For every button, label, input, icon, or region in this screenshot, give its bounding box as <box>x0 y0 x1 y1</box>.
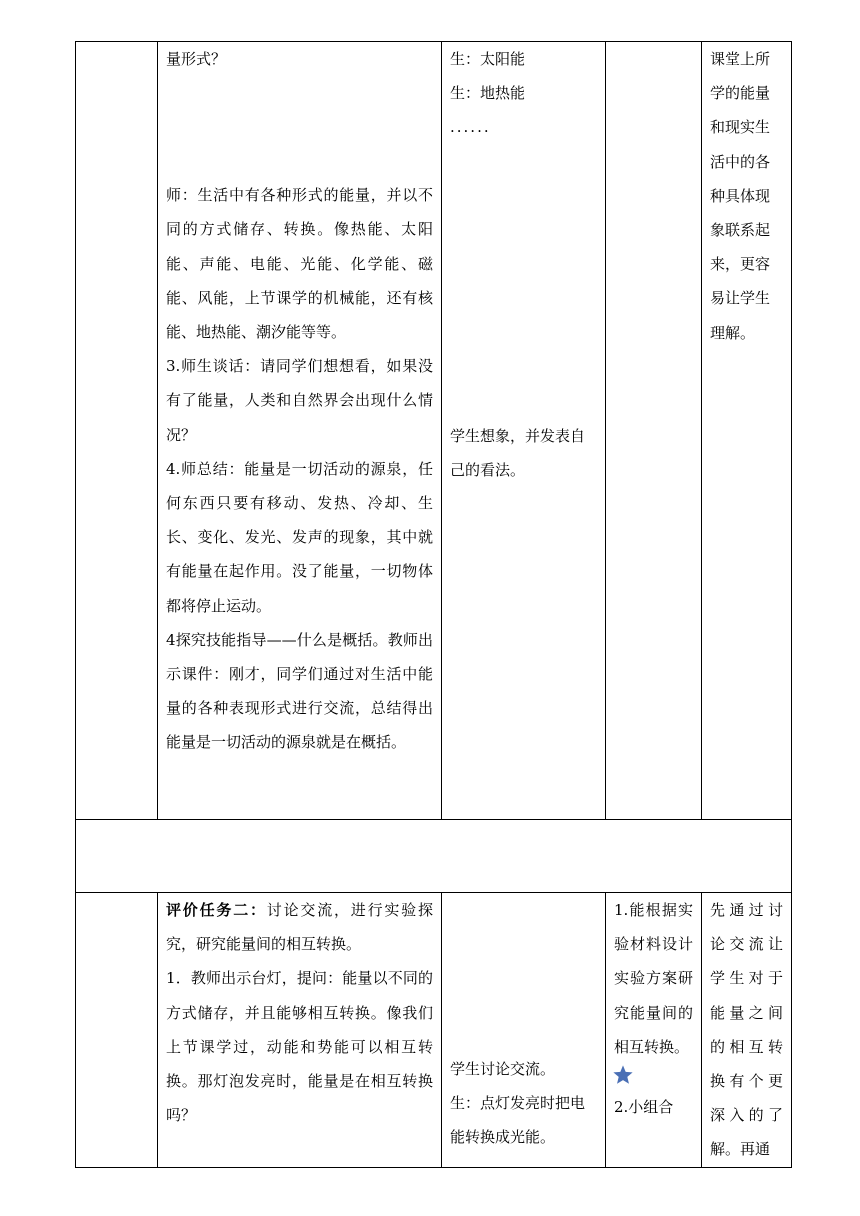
evaluation-cell <box>606 42 702 820</box>
stage-cell <box>76 42 158 820</box>
star-icon <box>612 1064 693 1090</box>
table-row <box>76 820 792 893</box>
table-row <box>76 42 792 820</box>
student-line: 生：太阳能 <box>450 50 526 68</box>
teacher-line: 师：生活中有各种形式的能量，并以不同的方式储存、转换。像热能、太阳能、声能、电能、光能、化学能、磁能、风能，上节课学的机械能，还有核能、地热能、潮汐能等等。 <box>166 186 433 342</box>
spacer <box>450 145 597 419</box>
student-activity-cell <box>442 42 606 820</box>
table-row <box>76 893 792 1168</box>
teacher-activity-cell <box>158 42 442 820</box>
teacher-line: 4.师总结：能量是一切活动的源泉，任何东西只要有移动、发热、冷却、生长、变化、发光、发声的现象，其中就有能量在起作用。没了能量，一切物体都将停止运动。 <box>166 459 433 615</box>
evaluation-item: 2.小组合 <box>614 1098 674 1117</box>
empty-row-cell <box>76 820 792 893</box>
student-line: 生：点灯发亮时把电能转换成光能。 <box>450 1094 586 1147</box>
teacher-line: 量形式？ <box>166 50 227 68</box>
lesson-plan-table <box>75 41 792 1168</box>
teacher-activity-cell <box>158 893 442 1168</box>
spacer <box>166 76 433 178</box>
teacher-line: 4探究技能指导——什么是概括。教师出示课件：刚才，同学们通过对生活中能量的各种表现形式进行交流，总结得出能量是一切活动的源泉就是在概括。 <box>166 630 433 752</box>
task-title: 评价任务二： <box>166 901 267 919</box>
teacher-line: 1．教师出示台灯，提问：能量以不同的方式储存，并且能够相互转换。像我们上节课学过，动能和势能可以相互转换。那灯泡发亮时，能量是在相互转换吗？ <box>166 969 433 1125</box>
student-line: ...... <box>450 118 491 137</box>
student-activity-cell <box>442 893 606 1168</box>
student-line: 学生想象，并发表自己的看法。 <box>450 426 586 479</box>
task-text: 讨论交流，进行实验探究，研究能量间的相互转换。 <box>166 901 433 954</box>
stage-cell <box>76 893 158 1168</box>
task-paragraph <box>166 893 433 961</box>
design-intent-text: 课堂上所学的能量和现实生活中的各种具体现象联系起来，更容易让学生理解。 <box>710 50 771 342</box>
evaluation-item: 1.能根据实验材料设计实验方案研究能量间的相互转换。 <box>614 901 693 1056</box>
teacher-line: 3.师生谈话：请同学们想想看，如果没有了能量，人类和自然界会出现什么情况？ <box>166 357 433 444</box>
student-line: 学生讨论交流。 <box>450 1060 556 1078</box>
spacer <box>450 893 597 1052</box>
design-intent-cell <box>702 42 792 820</box>
student-line: 生：地热能 <box>450 84 526 103</box>
design-intent-cell <box>702 893 792 1168</box>
design-intent-text: 先通过讨论交流让学生对于能量之间的相互转换有个更深入的了解。再通 <box>710 901 783 1159</box>
evaluation-cell <box>606 893 702 1168</box>
